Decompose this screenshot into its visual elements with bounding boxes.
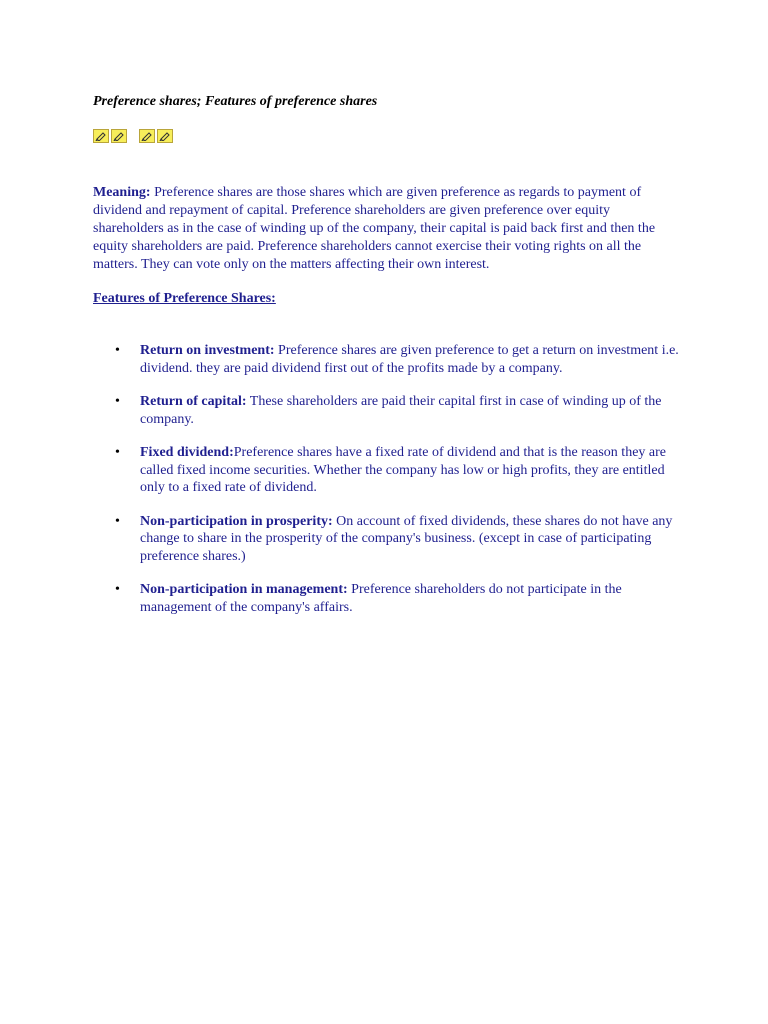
feature-text: These shareholders are paid their capital first in case of winding up of the company. xyxy=(140,394,662,427)
meaning-label: Meaning: xyxy=(93,185,151,200)
meaning-text: Preference shares are those shares which are given preference as regards to payment of dividend and repayment of capital. Preference shareholders are given preference over equity shareholders as in the case of winding up of the company, their capital is paid back first and then the equity shareholders are paid. Preference shareholders cannot exercise their voting rights on all the matters. They can vote only on the matters affecting their own interest. xyxy=(93,185,656,272)
page-title: Preference shares; Features of preference shares xyxy=(93,94,378,109)
bullet-icon: • xyxy=(115,394,120,409)
bullet-icon: • xyxy=(115,582,120,597)
feature-label: Return on investment: xyxy=(140,343,275,358)
list-item xyxy=(93,342,683,377)
list-item xyxy=(93,444,683,497)
feature-text: Preference shares are given preference to get a return on investment i.e. dividend. they are paid dividend first out of the profits made by a company. xyxy=(140,343,679,376)
feature-label: Non-participation in prosperity: xyxy=(140,513,333,529)
feature-label: Return of capital: xyxy=(140,394,247,409)
bullet-icon: • xyxy=(115,445,120,460)
pencil-icon[interactable] xyxy=(139,129,155,143)
meaning-paragraph xyxy=(93,184,683,274)
pencil-icon[interactable] xyxy=(93,129,109,143)
nav-icon-bar xyxy=(93,129,683,147)
feature-label: Fixed dividend: xyxy=(140,445,234,460)
feature-label: Non-participation in management: xyxy=(140,582,348,597)
feature-text: Preference shares have a fixed rate of dividend and that is the reason they are called fixed income securities. Whether the company has low or high profits, they are entitled only to a fixed rate of dividend. xyxy=(140,445,666,495)
nav-icon-group-left xyxy=(93,129,129,147)
list-item xyxy=(93,513,683,566)
bullet-icon: • xyxy=(115,513,120,529)
feature-text: Preference shareholders do not participate in the management of the company's affairs. xyxy=(140,582,622,615)
document-page xyxy=(93,93,683,632)
pencil-icon[interactable] xyxy=(111,129,127,143)
feature-text: On account of fixed dividends, these shares do not have any change to share in the prosperity of the company's business. (except in case of participating preference shares.) xyxy=(140,513,673,564)
pencil-icon[interactable] xyxy=(157,129,173,143)
bullet-icon: • xyxy=(115,343,120,358)
list-item xyxy=(93,581,683,616)
features-heading: Features of Preference Shares: xyxy=(93,291,276,306)
list-item xyxy=(93,393,683,428)
features-list xyxy=(93,342,683,616)
nav-icon-group-right xyxy=(139,129,175,147)
